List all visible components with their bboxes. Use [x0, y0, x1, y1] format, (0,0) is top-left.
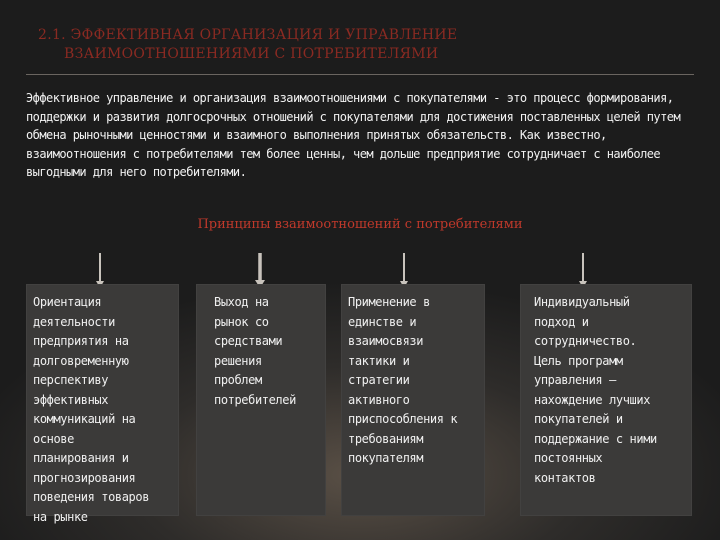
principle-card-text: Индивидуальный подход и сотрудничество. Цель программ управления – нахождение лучших покупателей и поддержание с ними постоянных контактов: [534, 295, 657, 485]
slide-title: [38, 26, 598, 64]
principle-card-text: Ориентация деятельности предприятия на долговременную перспективу эффективных коммуникаций на основе планирования и прогнозирования поведения товаров на рынке: [33, 295, 150, 524]
slide-title-line1: 2.1. ЭФФЕКТИВНАЯ ОРГАНИЗАЦИЯ И УПРАВЛЕНИЕ: [38, 27, 458, 43]
title-divider: [26, 74, 694, 75]
principle-card-3: [341, 284, 485, 516]
intro-paragraph: Эффективное управление и организация взаимоотношениями с покупателями - это процесс формирования, поддержки и развития долгосрочных отношений с покупателями для достижения поставленных целей путем обмена рыночными ценностями и взаимного выполнения принятых обязательств. Как известно, взаимоотношения с потребителями тем более ценны, чем дольше предприятие сотрудничает с наиболее выгодными для него потребителями.: [26, 91, 681, 179]
principle-card-4: [520, 284, 692, 516]
principle-card-1: [26, 284, 179, 524]
principle-card-2: [196, 284, 326, 516]
slide-title-line2: ВЗАИМООТНОШЕНИЯМИ С ПОТРЕБИТЕЛЯМИ: [64, 46, 439, 62]
principle-card-text: Применение в единстве и взаимосвязи тактики и стратегии активного приспособления к требованиям покупателям: [348, 295, 458, 465]
principle-card-text: Выход на рынок со средствами решения проблем потребителей: [214, 295, 296, 407]
principles-heading: Принципы взаимоотношений с потребителями: [197, 217, 523, 232]
